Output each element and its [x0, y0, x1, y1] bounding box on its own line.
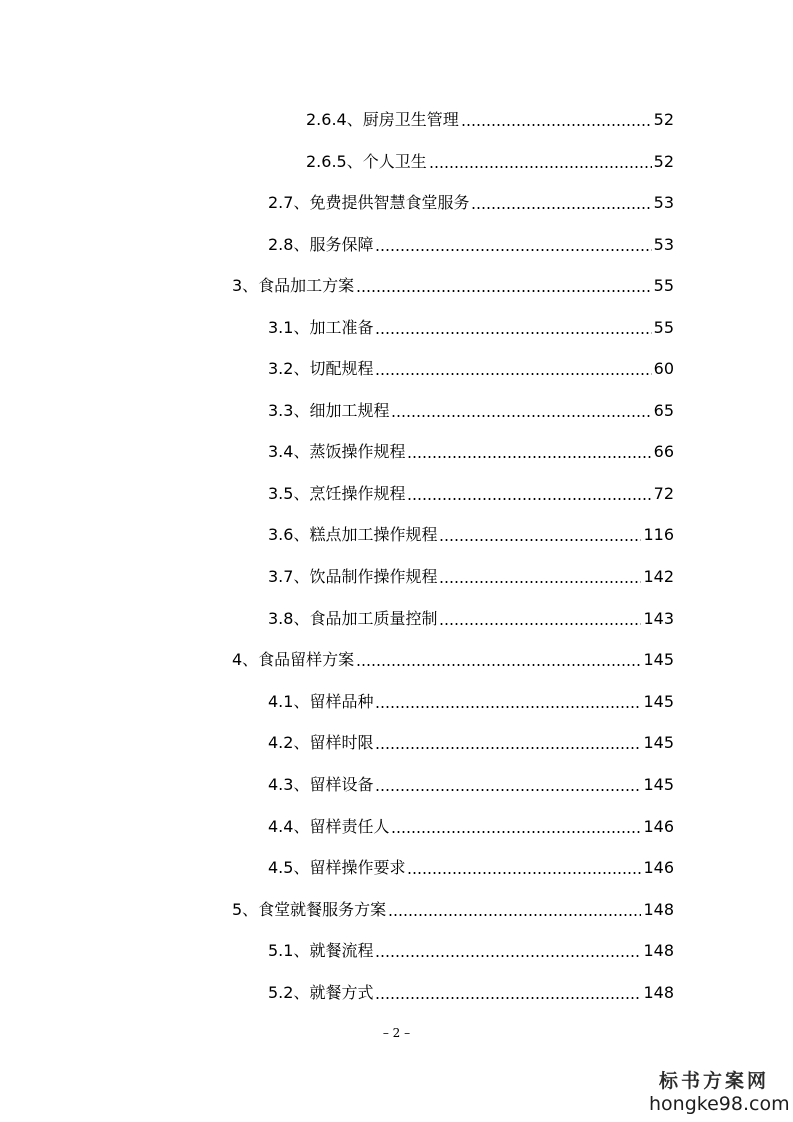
toc-entry[interactable] [268, 436, 674, 462]
toc-entry-page: 145 [643, 692, 674, 711]
toc-entry-label: 2.6.4、厨房卫生管理 [306, 110, 459, 129]
toc-entry-page: 65 [653, 401, 674, 420]
toc-entry-page: 142 [643, 567, 674, 586]
toc-dot-leader [375, 747, 641, 749]
toc-dot-leader [388, 914, 641, 916]
toc-entry[interactable] [268, 353, 674, 379]
toc-entry[interactable] [232, 270, 674, 296]
toc-entry-page: 55 [653, 318, 674, 337]
toc-dot-leader [471, 207, 651, 209]
toc-dot-leader [391, 831, 641, 833]
toc-entry[interactable] [268, 187, 674, 213]
toc-entry-label: 4.5、留样操作要求 [268, 858, 406, 877]
toc-entry-label: 3.1、加工准备 [268, 318, 374, 337]
toc-dot-leader [439, 539, 641, 541]
toc-entry-label: 3.6、糕点加工操作规程 [268, 525, 438, 544]
toc-entry[interactable] [268, 561, 674, 587]
toc-entry-label: 3、食品加工方案 [232, 276, 355, 295]
toc-entry-page: 52 [653, 110, 674, 129]
page-number: – 2 – [382, 1026, 411, 1040]
toc-entry-page: 146 [643, 858, 674, 877]
watermark-domain: hongke98.com [649, 1093, 790, 1115]
toc-entry[interactable] [268, 603, 674, 629]
toc-entry[interactable] [268, 977, 674, 1003]
toc-entry-page: 148 [643, 983, 674, 1002]
toc-entry-page: 148 [643, 941, 674, 960]
toc-entry-label: 2.8、服务保障 [268, 235, 374, 254]
toc-entry[interactable] [268, 519, 674, 545]
toc-entry-page: 145 [643, 650, 674, 669]
toc-entry[interactable] [306, 104, 674, 130]
toc-dot-leader [375, 249, 651, 251]
toc-dot-leader [375, 373, 651, 375]
toc-entry-page: 116 [643, 525, 674, 544]
toc-dot-leader [407, 498, 651, 500]
toc-dot-leader [375, 997, 641, 999]
toc-dot-leader [375, 789, 641, 791]
toc-entry[interactable] [306, 146, 674, 172]
toc-entry-page: 148 [643, 900, 674, 919]
toc-entry-label: 4.3、留样设备 [268, 775, 374, 794]
toc-entry[interactable] [268, 686, 674, 712]
toc-entry-page: 146 [643, 817, 674, 836]
toc-entry-page: 72 [653, 484, 674, 503]
toc-entry[interactable] [268, 811, 674, 837]
toc-dot-leader [356, 290, 651, 292]
toc-dot-leader [375, 706, 641, 708]
toc-entry-page: 143 [643, 609, 674, 628]
toc-dot-leader [429, 166, 652, 168]
toc-entry[interactable] [232, 894, 674, 920]
toc-entry[interactable] [268, 229, 674, 255]
toc-dot-leader [439, 623, 641, 625]
toc-entry-label: 2.6.5、个人卫生 [306, 152, 427, 171]
toc-entry-page: 53 [653, 193, 674, 212]
toc-entry-label: 5、食堂就餐服务方案 [232, 900, 387, 919]
toc-dot-leader [439, 581, 641, 583]
toc-entry-label: 3.5、烹饪操作规程 [268, 484, 406, 503]
toc-entry-page: 145 [643, 733, 674, 752]
toc-entry-label: 3.7、饮品制作操作规程 [268, 567, 438, 586]
toc-entry[interactable] [268, 852, 674, 878]
site-watermark [649, 1070, 790, 1116]
toc-entry-label: 5.2、就餐方式 [268, 983, 374, 1002]
toc-entry-label: 4、食品留样方案 [232, 650, 355, 669]
toc-entry[interactable] [268, 727, 674, 753]
toc-entry-page: 66 [653, 442, 674, 461]
toc-entry-label: 2.7、免费提供智慧食堂服务 [268, 193, 470, 212]
toc-dot-leader [391, 415, 651, 417]
toc-dot-leader [407, 456, 651, 458]
toc-entry[interactable] [232, 644, 674, 670]
toc-entry-page: 60 [653, 359, 674, 378]
toc-entry[interactable] [268, 478, 674, 504]
toc-entry-label: 4.2、留样时限 [268, 733, 374, 752]
toc-entry-page: 53 [653, 235, 674, 254]
toc-entry[interactable] [268, 395, 674, 421]
toc-entry-page: 145 [643, 775, 674, 794]
toc-entry[interactable] [268, 935, 674, 961]
toc-dot-leader [407, 872, 641, 874]
toc-entry-label: 5.1、就餐流程 [268, 941, 374, 960]
toc-entry-page: 55 [653, 276, 674, 295]
watermark-chinese-name: 标书方案网 [658, 1070, 769, 1092]
toc-dot-leader [375, 955, 641, 957]
toc-entry[interactable] [268, 769, 674, 795]
toc-dot-leader [375, 332, 651, 334]
toc-entry-page: 52 [653, 152, 674, 171]
toc-entry-label: 3.8、食品加工质量控制 [268, 609, 438, 628]
toc-entry-label: 3.3、细加工规程 [268, 401, 390, 420]
toc-dot-leader [356, 664, 641, 666]
toc-entry[interactable] [268, 312, 674, 338]
toc-dot-leader [461, 124, 652, 126]
toc-entry-label: 3.2、切配规程 [268, 359, 374, 378]
toc-entry-label: 3.4、蒸饭操作规程 [268, 442, 406, 461]
toc-entry-label: 4.1、留样品种 [268, 692, 374, 711]
toc-entry-label: 4.4、留样责任人 [268, 817, 390, 836]
